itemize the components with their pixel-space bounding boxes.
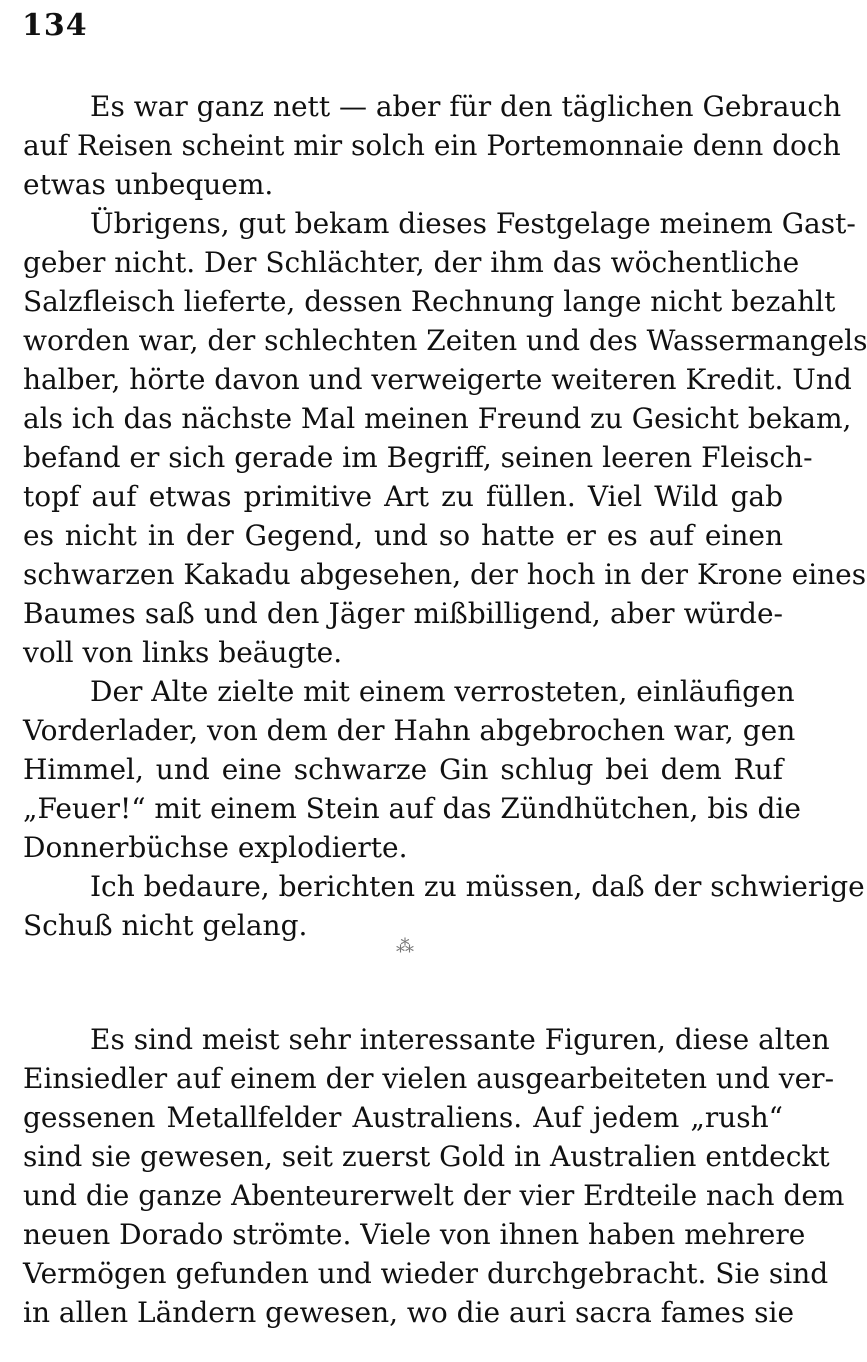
text-line: „Feuer!“ mit einem Stein auf das Zündhütchen, bis die: [23, 792, 801, 825]
text-line: befand er sich gerade im Begriff, seinen leeren Fleisch-: [23, 441, 813, 474]
text-line: schwarzen Kakadu abgesehen, der hoch in der Krone eines: [23, 558, 867, 591]
text-line: worden war, der schlechten Zeiten und des Wassermangels: [23, 324, 867, 357]
text-line: Donnerbüchse explodierte.: [23, 831, 408, 864]
text-line: Der Alte zielte mit einem verrosteten, einläufigen: [90, 675, 795, 708]
text-line: Es sind meist sehr interessante Figuren, diese alten: [90, 1023, 830, 1056]
text-line: und die ganze Abenteurerwelt der vier Erdteile nach dem: [23, 1179, 845, 1212]
text-line: voll von links beäugte.: [23, 636, 343, 669]
text-line: Baumes saß und den Jäger mißbilligend, aber würde-: [23, 597, 783, 630]
text-line: Übrigens, gut bekam dieses Festgelage meinem Gast-: [90, 207, 856, 240]
text-line: Salzfleisch lieferte, dessen Rechnung lange nicht bezahlt: [23, 285, 836, 318]
text-line: Ich bedaure, berichten zu müssen, daß der schwierige: [90, 870, 865, 903]
text-line: Himmel, und eine schwarze Gin schlug bei dem Ruf: [23, 753, 783, 786]
text-line: Es war ganz nett — aber für den täglichen Gebrauch: [90, 90, 842, 123]
section-ornament: ⁂: [396, 936, 414, 957]
text-line: halber, hörte davon und verweigerte weiteren Kredit. Und: [23, 363, 852, 396]
text-line: Vorderlader, von dem der Hahn abgebrochen war, gen: [23, 714, 796, 747]
text-line: auf Reisen scheint mir solch ein Portemonnaie denn doch: [23, 129, 841, 162]
text-line: Schuß nicht gelang.: [23, 909, 308, 942]
text-line: sind sie gewesen, seit zuerst Gold in Australien entdeckt: [23, 1140, 830, 1173]
text-line: neuen Dorado strömte. Viele von ihnen haben mehrere: [23, 1218, 806, 1251]
text-line: es nicht in der Gegend, und so hatte er es auf einen: [23, 519, 783, 552]
page-number: 134: [22, 8, 88, 43]
text-line: als ich das nächste Mal meinen Freund zu Gesicht bekam,: [23, 402, 852, 435]
text-line: etwas unbequem.: [23, 168, 274, 201]
text-line: in allen Ländern gewesen, wo die auri sacra fames sie: [23, 1296, 795, 1329]
text-line: Vermögen gefunden und wieder durchgebracht. Sie sind: [23, 1257, 829, 1290]
text-line: gessenen Metallfelder Australiens. Auf jedem „rush“: [23, 1101, 783, 1134]
text-line: Einsiedler auf einem der vielen ausgearbeiteten und ver-: [23, 1062, 835, 1095]
text-line: geber nicht. Der Schlächter, der ihm das wöchentliche: [23, 246, 800, 279]
text-line: topf auf etwas primitive Art zu füllen. Viel Wild gab: [23, 480, 783, 513]
